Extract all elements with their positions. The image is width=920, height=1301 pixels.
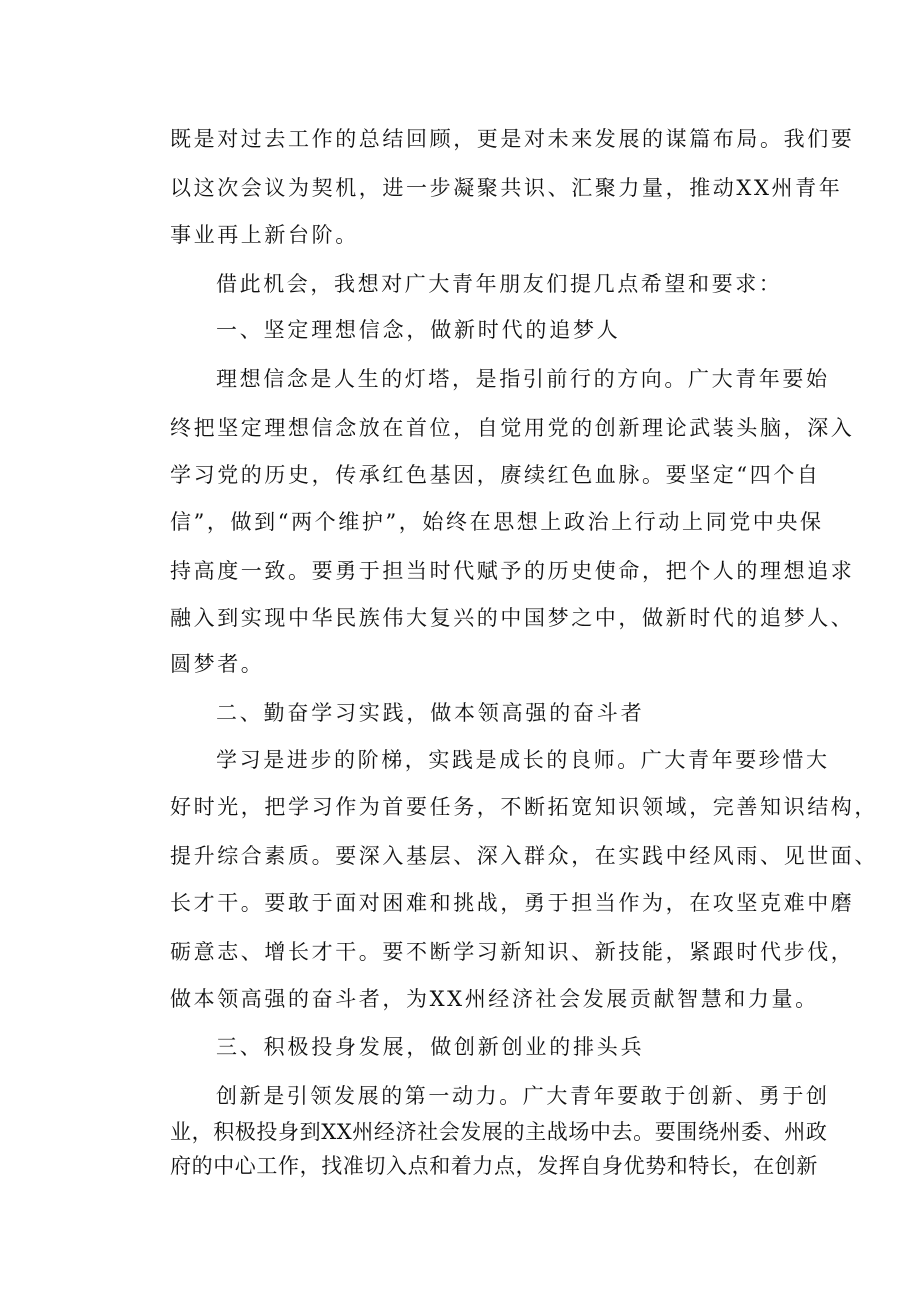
paragraph-line: 持高度一致。要勇于担当时代赋予的历史使命，把个人的理想追求 [170, 559, 855, 583]
paragraph-line: 事业再上新台阶。 [170, 223, 359, 247]
paragraph-line: 理想信念是人生的灯塔，是指引前行的方向。广大青年要始 [216, 367, 830, 391]
paragraph-line: 提升综合素质。要深入基层、深入群众，在实践中经风雨、见世面、 [170, 844, 878, 868]
paragraph-line: 业，积极投身到XX州经济社会发展的主战场中去。要围绕州委、州政 [170, 1120, 828, 1144]
paragraph-line: 学习党的历史，传承红色基因，赓续红色血脉。要坚定“四个自 [170, 463, 821, 487]
paragraph-line: 圆梦者。 [170, 652, 265, 676]
paragraph-line: 长才干。要敢于面对困难和挑战，勇于担当作为，在攻坚克难中磨 [170, 891, 855, 915]
section-heading-1: 一、坚定理想信念，做新时代的追梦人 [216, 318, 621, 342]
paragraph-line: 终把坚定理想信念放在首位，自觉用党的创新理论武装头脑，深入 [170, 416, 855, 440]
paragraph-line: 创新是引领发展的第一动力。广大青年要敢于创新、勇于创 [216, 1084, 830, 1108]
paragraph-line: 信”，做到“两个维护”，始终在思想上政治上行动上同党中央保 [170, 510, 824, 534]
paragraph-line: 砺意志、增长才干。要不断学习新知识、新技能，紧跟时代步伐， [170, 940, 855, 964]
paragraph-line: 好时光，把学习作为首要任务，不断拓宽知识领域，完善知识结构， [170, 795, 878, 819]
paragraph-line: 既是对过去工作的总结回顾，更是对未来发展的谋篇布局。我们要 [170, 127, 855, 151]
section-heading-3: 三、积极投身发展，做创新创业的排头兵 [216, 1035, 645, 1059]
paragraph-line: 府的中心工作，找准切入点和着力点，发挥自身优势和特长，在创新 [170, 1154, 818, 1178]
section-heading-2: 二、勤奋学习实践，做本领高强的奋斗者 [216, 701, 645, 725]
paragraph-line: 以这次会议为契机，进一步凝聚共识、汇聚力量，推动XX州青年 [170, 176, 843, 200]
paragraph-line: 学习是进步的阶梯，实践是成长的良师。广大青年要珍惜大 [216, 748, 830, 772]
paragraph-line: 融入到实现中华民族伟大复兴的中国梦之中，做新时代的追梦人、 [170, 606, 855, 630]
paragraph-line: 做本领高强的奋斗者，为XX州经济社会发展贡献智慧和力量。 [170, 987, 819, 1011]
paragraph-line: 借此机会，我想对广大青年朋友们提几点希望和要求： [216, 272, 783, 296]
